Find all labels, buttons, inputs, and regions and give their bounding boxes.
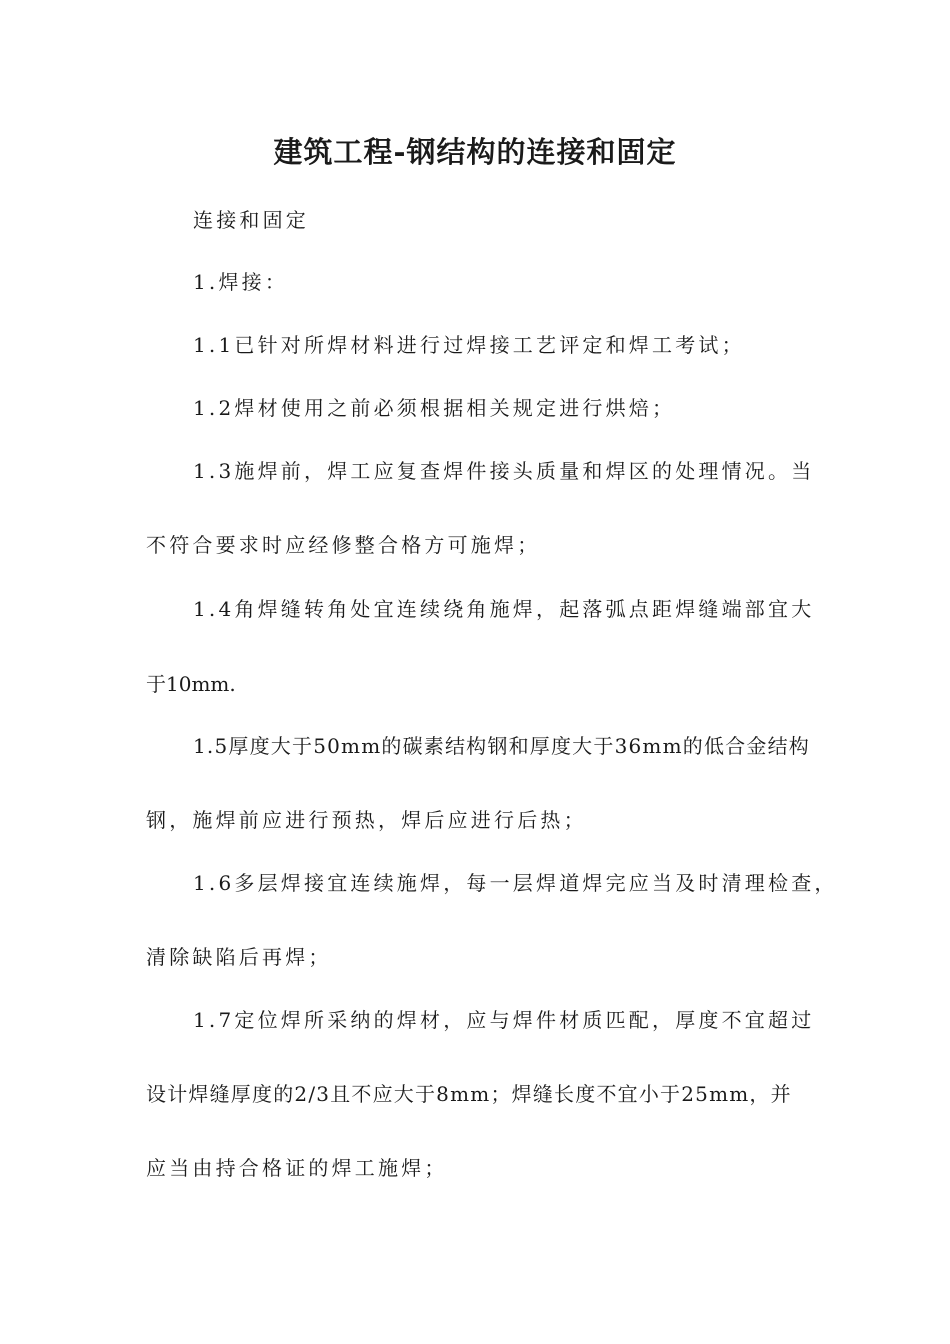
paragraph-line: 设计焊缝厚度的2/3且不应大于8mm；焊缝长度不宜小于25mm，并 [146, 1082, 792, 1106]
paragraph-line: 不符合要求时应经修整合格方可施焊； [146, 533, 541, 557]
paragraph-line: 1.2焊材使用之前必须根据相关规定进行烘焙； [193, 396, 676, 420]
section-heading: 连接和固定 [193, 208, 309, 232]
paragraph-line: 1.4角焊缝转角处宜连续绕角施焊，起落弧点距焊缝端部宜大 [193, 597, 815, 621]
paragraph-line: 1.6多层焊接宜连续施焊，每一层焊道焊完应当及时清理检查， [193, 871, 838, 895]
paragraph-line: 于10mm. [146, 672, 236, 696]
paragraph-line: 1.焊接： [193, 270, 289, 294]
paragraph-line: 钢，施焊前应进行预热，焊后应进行后热； [146, 808, 587, 832]
paragraph-line: 1.5厚度大于50mm的碳素结构钢和厚度大于36mm的低合金结构 [193, 734, 810, 758]
paragraph-line: 1.1已针对所焊材料进行过焊接工艺评定和焊工考试； [193, 333, 745, 357]
paragraph-line: 应当由持合格证的焊工施焊； [146, 1156, 448, 1180]
paragraph-line: 1.7定位焊所采纳的焊材，应与焊件材质匹配，厚度不宜超过 [193, 1008, 815, 1032]
paragraph-line: 清除缺陷后再焊； [146, 945, 332, 969]
paragraph-line: 1.3施焊前，焊工应复查焊件接头质量和焊区的处理情况。当 [193, 459, 815, 483]
document-title: 建筑工程-钢结构的连接和固定 [273, 135, 677, 169]
